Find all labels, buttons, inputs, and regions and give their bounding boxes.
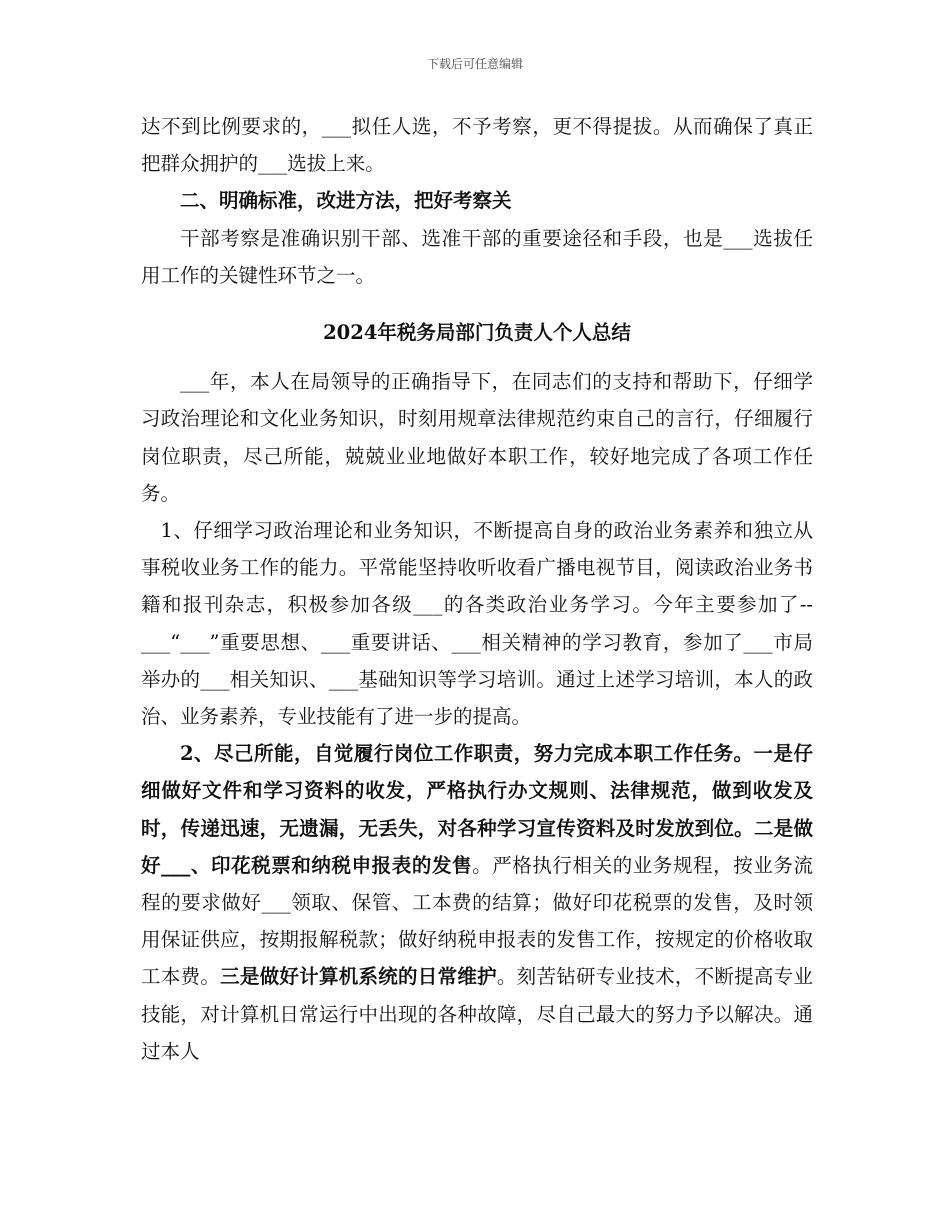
paragraph-5-text-2: 。刻苦钻研专业技术，不断提高专业技能，对计算机日常运行中出现的各种故障，尽自己最大的努力予以解决。通过本人	[141, 965, 813, 1063]
paragraph-3: ___年，本人在局领导的正确指导下，在同志们的支持和帮助下，仔细学习政治理论和文化业务知识，时刻用规章法律规范约束自己的言行，仔细履行岗位职责，尽己所能，兢兢业业地做好本职工作，较好地完成了各项工作任务。	[141, 370, 813, 505]
document-body	[141, 108, 813, 1070]
paragraph-5-bold-2: 三是做好计算机系统的日常维护	[220, 965, 497, 989]
paragraph-4: 1、仔细学习政治理论和业务知识，不断提高自身的政治业务素养和独立从事税收业务工作的能力。平常能坚持收听收看广播电视节目，阅读政治业务书籍和报刊杂志，积极参加各级___的各类政治业务学习。今年主要参加了--___“___”重要思想、___重要讲话、___相关精神的学习教育，参加了___市局举办的___相关知识、___基础知识等学习培训。通过上述学习培训，本人的政治、业务素养，专业技能有了进一步的提高。	[141, 519, 813, 729]
paragraph-5-bold-1: 2、尽己所能，自觉履行岗位工作职责，努力完成本职工作任务。一是仔细做好文件和学习资料的收发，严格执行办文规则、法律规范，做到收发及时，传递迅速，无遗漏，无丢失，对各种学习宣传资料及时发放到位。二是做好___、印花税票和纳税申报表的发售	[141, 742, 813, 877]
section-heading-2: 二、明确标准，改进方法，把好考察关	[180, 189, 512, 213]
paragraph-5	[141, 735, 813, 1070]
paragraph-2: 干部考察是准确识别干部、选准干部的重要途径和手段，也是___选拔任用工作的关键性环节之一。	[141, 226, 813, 287]
document-title: 2024年税务局部门负责人个人总结	[323, 321, 631, 345]
paragraph-1: 达不到比例要求的，___拟任人选，不予考察，更不得提拔。从而确保了真正把群众拥护的___选拔上来。	[141, 115, 813, 176]
page-header: 下载后可任意编辑	[426, 57, 523, 71]
paragraph-5-text-1: 。严格执行相关的业务规程，按业务流程的要求做好___领取、保管、工本费的结算；做好印花税票的发售，及时领用保证供应，按期报解税款；做好纳税申报表的发售工作，按规定的价格收取工本费。	[141, 853, 813, 989]
